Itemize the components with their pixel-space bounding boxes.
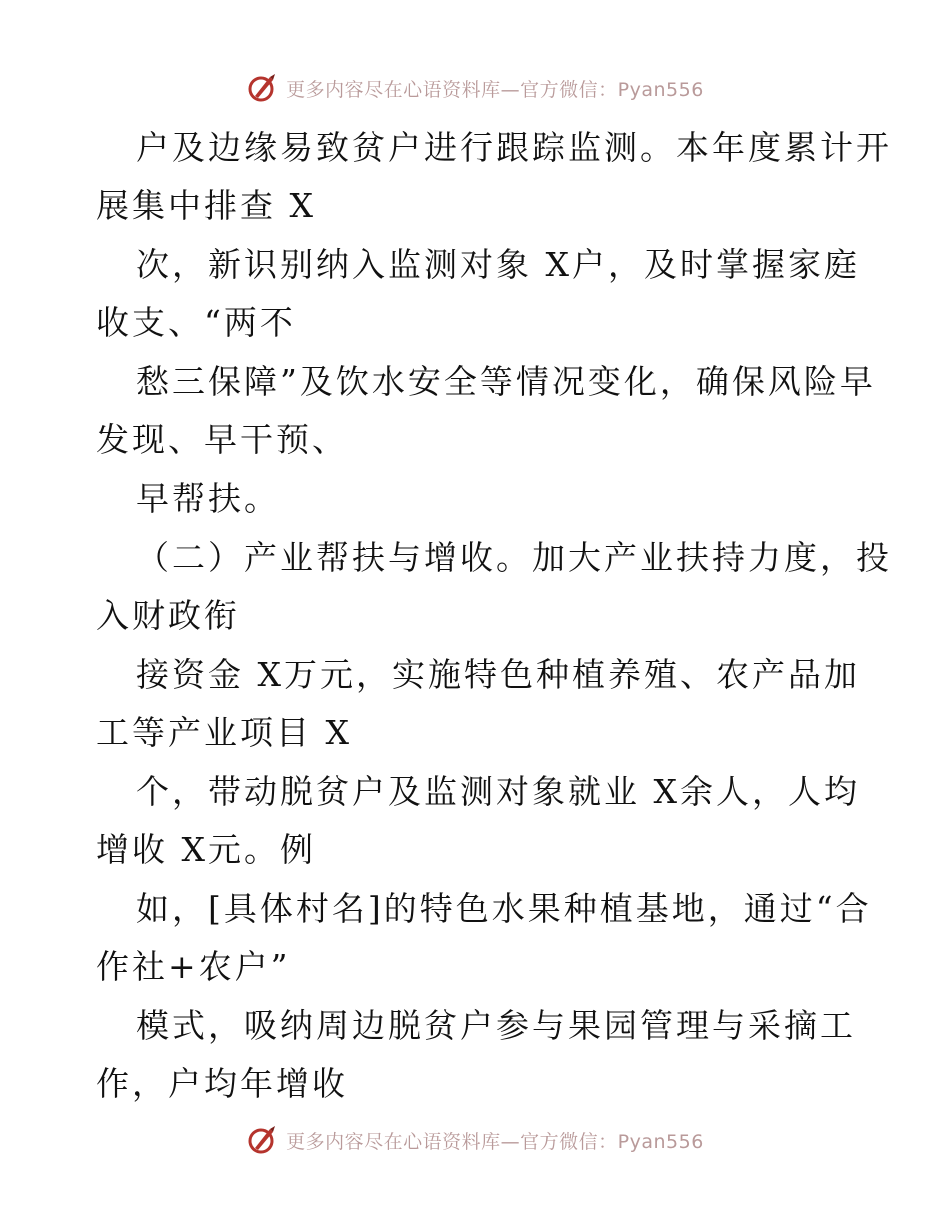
text-line: 工等产业项目 X [96, 713, 352, 752]
text-line: 作，户均年增收 [96, 1064, 348, 1103]
text-line: 接资金 X万元，实施特色种植养殖、农产品加 [136, 655, 860, 694]
quill-logo-icon [246, 1124, 278, 1156]
text-line: 收支、“两不 [96, 303, 296, 342]
text-line: 模式，吸纳周边脱贫户参与果园管理与采摘工 [136, 1006, 856, 1045]
text-line: 增收 X元。例 [96, 830, 316, 869]
footer-watermark [0, 1124, 950, 1156]
text-line: 个，带动脱贫户及监测对象就业 X余人，人均 [136, 772, 860, 811]
text-line: 展集中排查 X [96, 186, 316, 225]
watermark-text: 更多内容尽在心语资料库—官方微信：Pyan556 [286, 1130, 704, 1153]
text-line: 户及边缘易致贫户进行跟踪监测。本年度累计开 [136, 128, 892, 167]
text-line: 如，[具体村名]的特色水果种植基地，通过“合 [136, 889, 872, 928]
quill-logo-icon [246, 72, 278, 104]
text-line: 发现、早干预、 [96, 420, 348, 459]
text-line: 愁三保障”及饮水安全等情况变化，确保风险早 [136, 362, 876, 401]
section-heading-line: （二）产业帮扶与增收。加大产业扶持力度，投 [136, 538, 892, 577]
watermark-text: 更多内容尽在心语资料库—官方微信：Pyan556 [286, 78, 704, 101]
text-line: 入财政衔 [96, 596, 240, 635]
text-line: 早帮扶。 [136, 479, 280, 518]
header-watermark [0, 72, 950, 104]
text-line: 作社+农户” [96, 947, 291, 986]
text-line: 次，新识别纳入监测对象 X户，及时掌握家庭 [136, 245, 860, 284]
